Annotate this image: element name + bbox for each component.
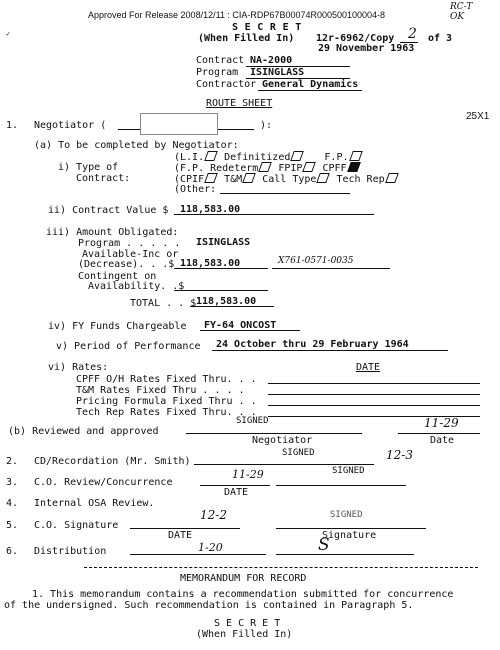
cd-date: 12-3 xyxy=(386,448,413,462)
contingent-label-2: Availability. .$ xyxy=(88,281,185,292)
program-label: Program xyxy=(196,67,239,78)
item-4-number: 4. xyxy=(6,498,19,509)
distribution-scribble: S xyxy=(318,535,330,555)
header-date: 29 November 1963 xyxy=(318,43,415,54)
amount-obligated-label: iii) Amount Obligated: xyxy=(46,227,179,238)
co-signature-date: 12-2 xyxy=(200,508,227,522)
reviewed-date: 11-29 xyxy=(424,416,459,430)
contract-value: NA-2000 xyxy=(250,55,293,66)
secret-header: S E C R E T xyxy=(232,22,302,33)
distribution-date: 1-20 xyxy=(198,541,223,554)
li-row: (L.I. Definitized F.P. xyxy=(174,151,363,163)
date-caption: Date xyxy=(430,435,455,446)
reviewed-signed: SIGNED xyxy=(236,416,269,426)
total-amount: 118,583.00 xyxy=(196,296,257,307)
other-label: (Other: xyxy=(174,184,217,195)
cd-signed: SIGNED xyxy=(282,448,315,458)
a-label: (a) To be completed by Negotiator: xyxy=(34,140,239,151)
cd-recordation-label: CD/Recordation (Mr. Smith) xyxy=(34,456,191,467)
handwritten-account: X761-0571-0035 xyxy=(278,256,354,266)
osa-review-label: Internal OSA Review. xyxy=(34,498,155,509)
footer-when-filled: (When Filled In) xyxy=(196,629,293,640)
item-2-number: 2. xyxy=(6,456,19,467)
route-sheet-title: ROUTE SHEET xyxy=(206,98,273,109)
negotiator-close: ): xyxy=(260,120,273,131)
rates-label: vi) Rates: xyxy=(48,362,109,373)
item-1-number: 1. xyxy=(6,120,19,131)
available-label-1: Available-Inc or xyxy=(82,249,179,260)
co-signature-label: C.O. Signature xyxy=(34,520,119,531)
co-review-date-caption: DATE xyxy=(224,487,249,498)
margin-note: 25X1 xyxy=(466,111,490,122)
reviewed-label: (b) Reviewed and approved xyxy=(8,426,159,437)
memo-line-1: 1. This memorandum contains a recommendation submitted for concurrence xyxy=(32,589,454,600)
rate-pricing: Pricing Formula Fixed Thru . . xyxy=(76,396,257,407)
item-3-number: 3. xyxy=(6,477,19,488)
program-value: ISINGLASS xyxy=(250,67,305,78)
co-signature-signed: SIGNED xyxy=(330,510,363,520)
memo-heading: MEMORANDUM FOR RECORD xyxy=(180,573,307,584)
redaction-box xyxy=(140,113,218,135)
co-signature-date-caption: DATE xyxy=(168,530,193,541)
contract-value-amount: 118,583.00 xyxy=(180,204,241,215)
period-value: 24 October thru 29 February 1964 xyxy=(216,339,409,350)
co-review-label: C.O. Review/Concurrence xyxy=(34,477,173,488)
fy-funds-value: FY-64 ONCOST xyxy=(204,320,277,331)
copy-ref: 12r-6962/Copy xyxy=(316,33,395,44)
rate-cpff: CPFF O/H Rates Fixed Thru. . . xyxy=(76,374,257,385)
fy-funds-label: iv) FY Funds Chargeable xyxy=(48,321,187,332)
available-amount: 118,583.00 xyxy=(180,258,241,269)
rate-tm: T&M Rates Fixed Thru . . . . xyxy=(76,385,245,396)
footer-secret: S E C R E T xyxy=(214,618,281,629)
memo-divider xyxy=(84,567,478,568)
negotiator-label: Negotiator ( xyxy=(34,120,107,131)
contingent-label-1: Contingent on xyxy=(78,271,157,282)
cpif-row: (CPIF T&M Call Type Tech Rep xyxy=(174,173,399,185)
rates-date-header: DATE xyxy=(356,362,381,373)
release-line: Approved For Release 2008/12/11 : CIA-RDP67B00074R000500100004-8 xyxy=(88,10,386,20)
tick-mark: ✓ xyxy=(6,30,11,38)
signature-caption: Signature xyxy=(322,530,377,541)
of-copies: of 3 xyxy=(428,33,453,44)
rate-tech-rep: Tech Rep Rates Fixed Thru. . . xyxy=(76,407,257,418)
copy-number: 2 xyxy=(408,26,417,42)
contract-word: Contract: xyxy=(76,173,131,184)
co-review-date: 11-29 xyxy=(232,468,264,481)
handwritten-initials: RC-T OK xyxy=(450,2,473,22)
period-label: v) Period of Performance xyxy=(56,341,201,352)
program-dots: Program . . . . . xyxy=(78,238,181,249)
fp-redeterm-row: (F.P. Redeterm FPIP CPFF xyxy=(174,162,361,174)
when-filled-header: (When Filled In) xyxy=(198,33,295,44)
contractor-value: General Dynamics xyxy=(262,79,359,90)
total-label: TOTAL . . $ xyxy=(130,298,197,309)
program-obligated: ISINGLASS xyxy=(196,237,251,248)
item-5-number: 5. xyxy=(6,520,19,531)
co-review-signed: SIGNED xyxy=(332,466,365,476)
contract-value-label: ii) Contract Value $ xyxy=(48,205,169,216)
type-of-label: i) Type of xyxy=(58,162,119,173)
contractor-label: Contractor xyxy=(196,79,257,90)
memo-line-2: of the undersigned. Such recommendation is contained in Paragraph 5. xyxy=(4,600,414,611)
contract-label: Contract xyxy=(196,55,245,66)
negotiator-caption: Negotiator xyxy=(252,435,313,446)
item-6-number: 6. xyxy=(6,546,19,557)
available-label-2: (Decrease). . .$ xyxy=(78,259,175,270)
distribution-label: Distribution xyxy=(34,546,107,557)
